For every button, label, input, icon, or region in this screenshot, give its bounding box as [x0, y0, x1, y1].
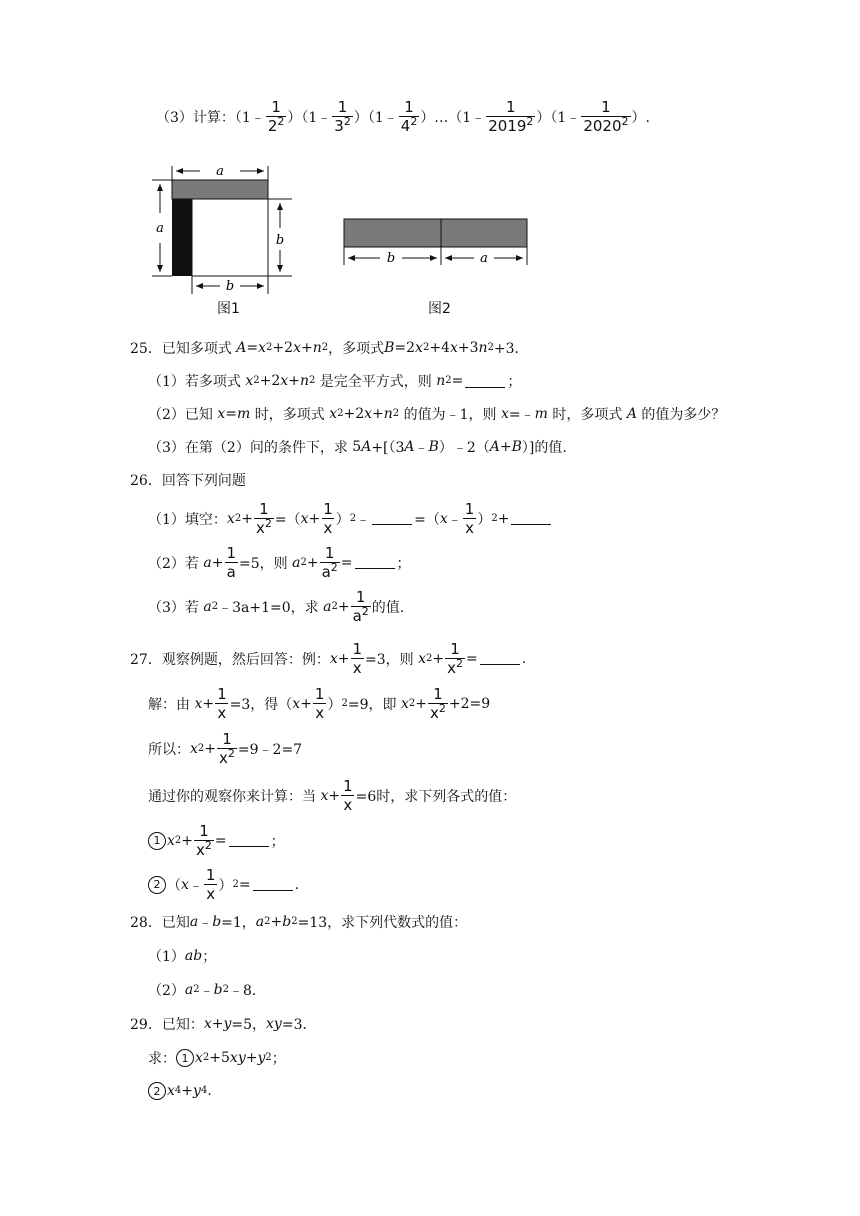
q26-sub3: （3）若 a 2 ﹣3a+1=0，求 a 2 + $\frac{1}{a^2}$ 的值. [148, 588, 405, 625]
square [192, 199, 268, 276]
q27-c2: 2 （ x ﹣ $\frac{1}{x}$ ） 2 = . [148, 866, 299, 903]
q27-sol2: 所以： x 2 + $\frac{1}{x^2}$ =9﹣2=7 [148, 730, 303, 767]
black-strip [172, 199, 192, 276]
fig2-caption: 图2 [428, 301, 451, 317]
rect-b [344, 219, 441, 247]
fraction: $\frac{1}{2020^2}$ [583, 98, 629, 135]
q29-stem: 29． 已知： x + y =5， xy =3． [130, 1016, 317, 1033]
q26-sub2: （2）若 a + $\frac{1}{a}$ =5，则 a 2 + $\frac{1}{a^2}$ = ； [148, 544, 411, 581]
answer-blank[interactable] [480, 652, 520, 665]
rect-a [441, 219, 527, 247]
q25-sub2: （2）已知 x = m 时，多项式 x 2 +2 x + n 2 的值为﹣1，则 x =﹣ m 时，多项式 A 的值为多少？ [148, 406, 726, 423]
gray-strip [172, 180, 268, 199]
q28-stem: 28． 已知 a ﹣ b =1， a 2 + b 2 =13，求下列代数式的值： [130, 914, 468, 931]
q28-sub2: （2） a 2 ﹣ b 2 ﹣8． [148, 982, 266, 999]
q29-ask: 求： 1 x 2 +5 xy + y 2 ； [148, 1050, 286, 1067]
fraction: $\frac{1}{2019^2}$ [488, 98, 534, 135]
q29-c2: 2 x 4 + y 4 . [148, 1082, 212, 1100]
label-a: a [480, 251, 488, 266]
answer-blank[interactable] [229, 834, 269, 847]
answer-blank[interactable] [355, 556, 395, 569]
q25-sub1: （1）若多项式 x 2 +2 x + n 2 是完全平方式，则 n 2 = ； [148, 373, 522, 390]
label-b: b [386, 251, 396, 266]
label-a-top: a [216, 164, 224, 179]
fraction: $\frac{1}{2^2}$ [267, 98, 285, 135]
circled-two: 2 [148, 1082, 166, 1100]
label-b-right: b [275, 233, 285, 248]
fraction: $\frac{1}{3^2}$ [334, 98, 351, 135]
figure-1 [150, 158, 300, 298]
answer-blank[interactable] [511, 512, 551, 525]
q25-sub3: （3）在第（2）问的条件下，求 5 A +[（3 A ﹣ B ）﹣2（ A + B ）] 的值. [148, 439, 567, 456]
fraction: $\frac{1}{4^2}$ [400, 98, 418, 135]
answer-blank[interactable] [372, 512, 412, 525]
figure-2 [340, 215, 535, 270]
label-a-left: a [156, 221, 164, 236]
q27-calc: 通过你的观察你来计算：当 x + $\frac{1}{x}$ =6时，求下列各式的值： [148, 777, 517, 814]
q27-stem: 27． 观察例题，然后回答：例： x + $\frac{1}{x}$ =3，则 x 2 + $\frac{1}{x^2}$ = . [130, 640, 527, 677]
fig1-caption: 图1 [217, 301, 240, 317]
q27-c1: 1 x 2 + $\frac{1}{x^2}$ = ； [148, 822, 285, 859]
circled-two: 2 [148, 876, 166, 894]
answer-blank[interactable] [465, 375, 505, 388]
answer-blank[interactable] [253, 878, 293, 891]
q24-part3: （3）计算：（1﹣ $\frac{1}{2^2}$ ）（1﹣ $\frac{1}{3^2}$ ）（1﹣ $\frac{1}{4^2}$ ）…（1﹣ $\frac{1}{2019^2}$ ）（1﹣ $\frac{1}{2020^2}$ ）. [156, 98, 650, 135]
circled-one: 1 [176, 1049, 194, 1067]
q28-sub1: （1） ab ； [148, 948, 217, 965]
circled-one: 1 [148, 832, 166, 850]
label-b-bottom: b [225, 279, 235, 294]
q25-stem: 25． 已知多项式 A = x 2 +2 x + n 2 ，多项式 B =2 x 2 +4 x +3 n 2 +3． [130, 340, 529, 357]
q26-sub1: （1）填空： x 2 + $\frac{1}{x^2}$ =（ x + $\frac{1}{x}$ ） 2 ﹣ =（ x ﹣ $\frac{1}{x}$ ） 2 + [148, 500, 553, 537]
q26-stem: 26． 回答下列问题 [130, 473, 246, 489]
q27-sol1: 解：由 x + $\frac{1}{x}$ =3，得（ x + $\frac{1}{x}$ ） 2 =9，即 x 2 + $\frac{1}{x^2}$ +2=9 [148, 685, 491, 722]
